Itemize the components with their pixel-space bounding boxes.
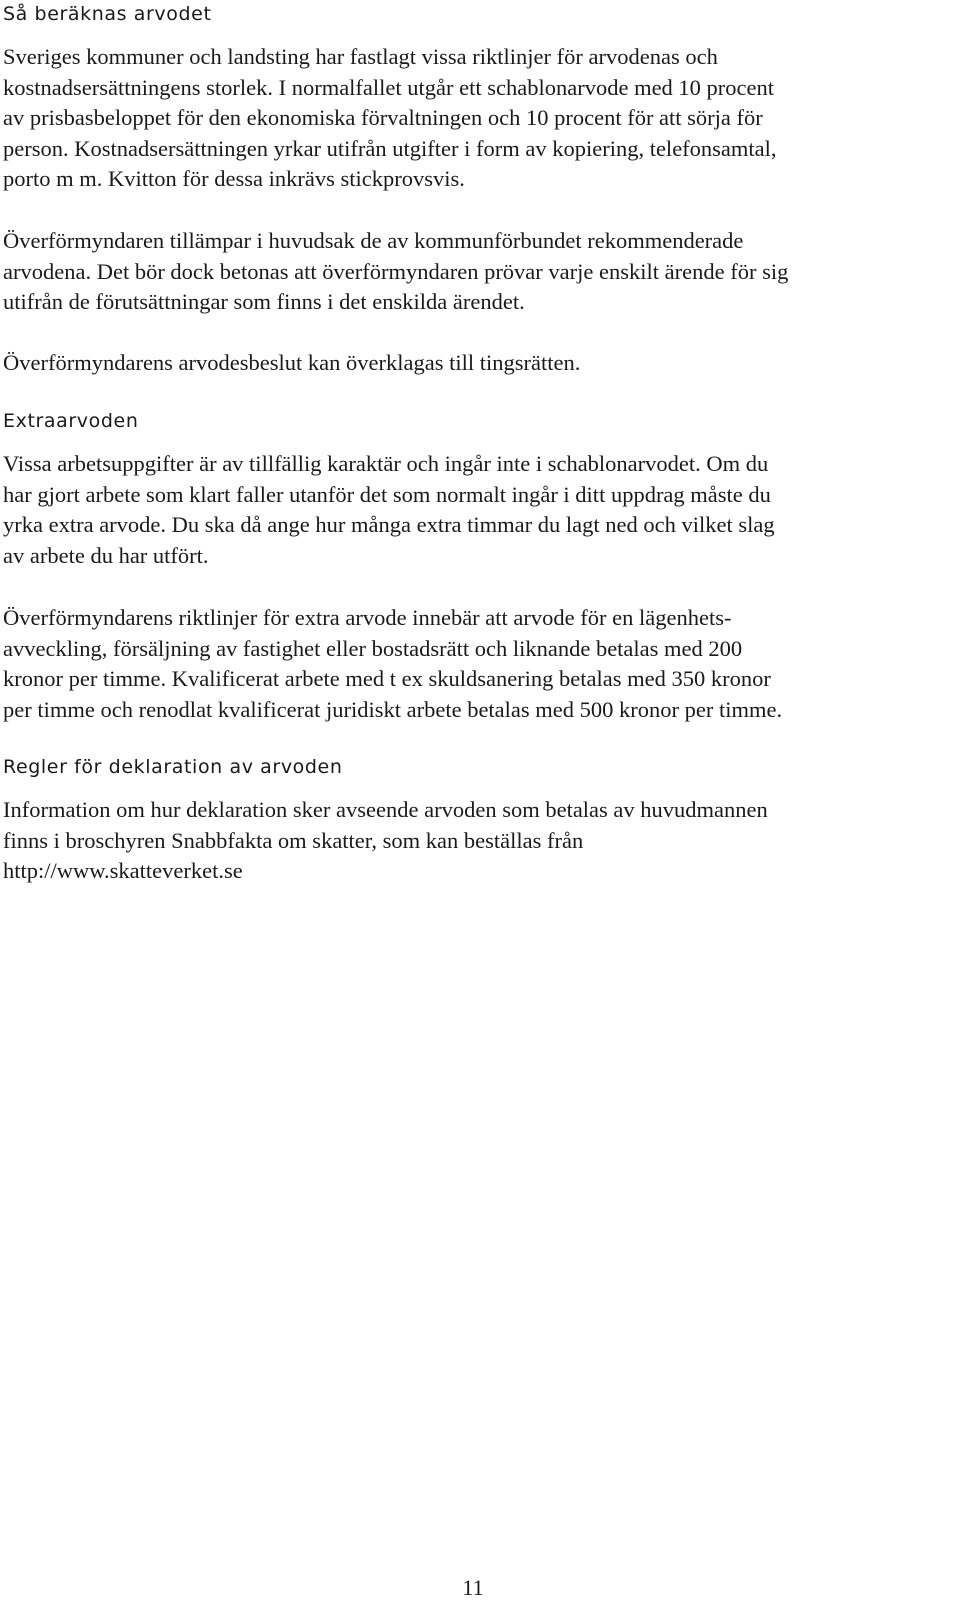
paragraph-overklagande <box>3 348 580 379</box>
paragraph-extra-arbete <box>3 449 775 571</box>
text-line: Sveriges kommuner och landsting har fastlagt vissa riktlinjer för arvodenas och <box>3 44 718 69</box>
text-line: av arbete du har utfört. <box>3 542 209 568</box>
text-line: arvodena. Det bör dock betonas att överförmyndaren prövar varje enskilt ärende för sig <box>3 258 789 284</box>
text-line: utifrån de förutsättningar som finns i det enskilda ärendet. <box>3 289 525 315</box>
text-line: porto m m. Kvitton för dessa inkrävs stickprovsvis. <box>3 166 465 192</box>
paragraph-tillampning <box>3 226 788 318</box>
skatteverket-link[interactable]: http://www.skatteverket.se <box>3 858 243 884</box>
text-line: person. Kostnadsersättningen yrkar utifrån utgifter i form av kopiering, telefonsamtal, <box>3 135 777 161</box>
text-line: Överförmyndarens riktlinjer för extra arvode innebär att arvode för en lägenhets- <box>3 605 732 630</box>
text-line: Överförmyndaren tillämpar i huvudsak de av kommunförbundet rekommenderade <box>3 228 744 253</box>
text-line: Vissa arbetsuppgifter är av tillfällig karaktär och ingår inte i schablonarvodet. Om du <box>3 451 769 476</box>
section-heading-extraarvoden: Extraarvoden <box>3 410 139 432</box>
text-line: per timme och renodlat kvalificerat juridiskt arbete betalas med 500 kronor per timme. <box>3 696 783 722</box>
text-line: kronor per timme. Kvalificerat arbete med t ex skuldsanering betalas med 350 kronor <box>3 666 771 692</box>
paragraph-extra-riktlinjer <box>3 603 782 725</box>
section-heading-arvode: Så beräknas arvodet <box>3 3 212 25</box>
text-line: av prisbasbeloppet för den ekonomiska förvaltningen och 10 procent för att sörja för <box>3 105 763 131</box>
paragraph-riktlinjer <box>3 42 777 195</box>
text-line: kostnadsersättningens storlek. I normalfallet utgår ett schablonarvode med 10 procent <box>3 74 775 100</box>
text-line: avveckling, försäljning av fastighet eller bostadsrätt och liknande betalas med 200 <box>3 635 743 661</box>
paragraph-deklaration-info <box>3 795 768 887</box>
text-line: yrka extra arvode. Du ska då ange hur många extra timmar du lagt ned och vilket slag <box>3 512 775 538</box>
text-line: Överförmyndarens arvodesbeslut kan överklagas till tingsrätten. <box>3 350 581 375</box>
page-number: 11 <box>462 1575 484 1600</box>
text-line: har gjort arbete som klart faller utanför det som normalt ingår i ditt uppdrag måste du <box>3 481 771 507</box>
text-line: Information om hur deklaration sker avseende arvoden som betalas av huvudmannen <box>3 797 768 822</box>
text-line: finns i broschyren Snabbfakta om skatter, som kan beställas från <box>3 827 584 853</box>
section-heading-deklaration: Regler för deklaration av arvoden <box>3 756 343 778</box>
